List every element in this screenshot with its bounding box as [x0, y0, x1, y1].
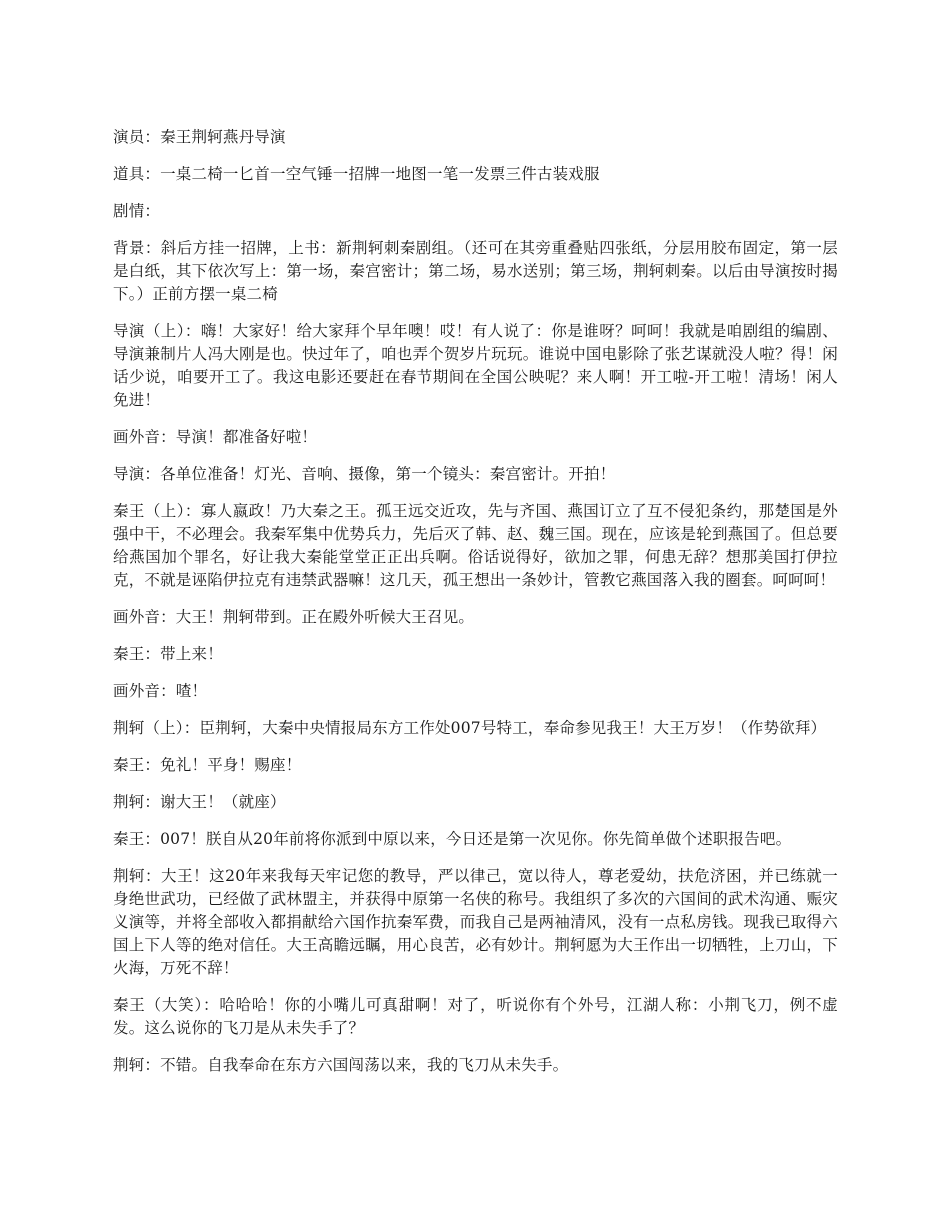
document-body [113, 126, 838, 1091]
dialogue-paragraph: 荆轲（上）：臣荆轲，大秦中央情报局东方工作处007号特工，奉命参见我王！大王万岁！（作势欲拜） [113, 719, 827, 737]
dialogue-paragraph: 荆轲：不错。自我奉命在东方六国闯荡以来，我的飞刀从未失手。 [113, 1056, 569, 1074]
dialogue-paragraph: 导演（上）：嗨！大家好！给大家拜个早年噢！哎！有人说了：你是谁呀？呵呵！我就是咱剧组的编剧、导演兼制片人冯大刚是也。快过年了，咱也弄个贺岁片玩玩。谁说中国电影除了张艺谋就没人啦？得！闲话少说，咱要开工了。我这电影还要赶在春节期间在全国公映呢？来人啊！开工啦-开工啦！清场！闲人免进！ [113, 322, 838, 409]
background-paragraph: 背景：斜后方挂一招牌，上书：新荆轲刺秦剧组。（还可在其旁重叠贴四张纸，分层用胶布固定，第一层是白纸，其下依次写上：第一场，秦宫密计；第二场，易水送别；第三场，荆轲刺秦。以后由导演按时揭下。）正前方摆一桌二椅 [113, 239, 838, 303]
dialogue-paragraph: 秦王（上）：寡人嬴政！乃大秦之王。孤王远交近攻，先与齐国、燕国订立了互不侵犯条约，那楚国是外强中干，不必理会。我秦军集中优势兵力，先后灭了韩、赵、魏三国。现在，应该是轮到燕国了。但总要给燕国加个罪名，好让我大秦能堂堂正正出兵啊。俗话说得好，欲加之罪，何患无辞？想那美国打伊拉克，不就是诬陷伊拉克有违禁武器嘛！这几天，孤王想出一条妙计，管教它燕国落入我的圈套。呵呵呵！ [113, 502, 838, 589]
dialogue-paragraph: 秦王：007！朕自从20年前将你派到中原以来，今日还是第一次见你。你先简单做个述职报告吧。 [113, 830, 792, 848]
dialogue-paragraph: 秦王：免礼！平身！赐座！ [113, 756, 302, 774]
dialogue-paragraph: 秦王（大笑）：哈哈哈！你的小嘴儿可真甜啊！对了，听说你有个外号，江湖人称：小荆飞刀，例不虚发。这么说你的飞刀是从未失手了？ [113, 996, 838, 1037]
props-line: 道具：一桌二椅一匕首一空气锤一招牌一地图一笔一发票三件古装戏服 [113, 165, 600, 183]
dialogue-paragraph: 画外音：大王！荆轲带到。正在殿外听候大王召见。 [113, 608, 475, 626]
dialogue-paragraph: 画外音：导演！都准备好啦！ [113, 428, 318, 446]
plot-heading: 剧情： [113, 202, 161, 220]
dialogue-paragraph: 秦王：带上来！ [113, 645, 223, 663]
dialogue-paragraph: 画外音：喳！ [113, 682, 208, 700]
cast-line: 演员：秦王荆轲燕丹导演 [113, 128, 286, 146]
dialogue-paragraph: 荆轲：大王！这20年来我每天牢记您的教导，严以律己，宽以待人，尊老爱幼，扶危济困，并已练就一身绝世武功，已经做了武林盟主，并获得中原第一名侠的称号。我组织了多次的六国间的武术沟通、赈灾义演等，并将全部收入都捐献给六国作抗秦军费，而我自己是两袖清风，没有一点私房钱。现我已取得六国上下人等的绝对信任。大王高瞻远瞩，用心良苦，必有妙计。荆轲愿为大王作出一切牺牲，上刀山，下火海，万死不辞！ [113, 867, 838, 977]
dialogue-paragraph: 导演：各单位准备！灯光、音响、摄像，第一个镜头：秦宫密计。开拍！ [113, 465, 616, 483]
dialogue-paragraph: 荆轲：谢大王！（就座） [113, 793, 286, 811]
